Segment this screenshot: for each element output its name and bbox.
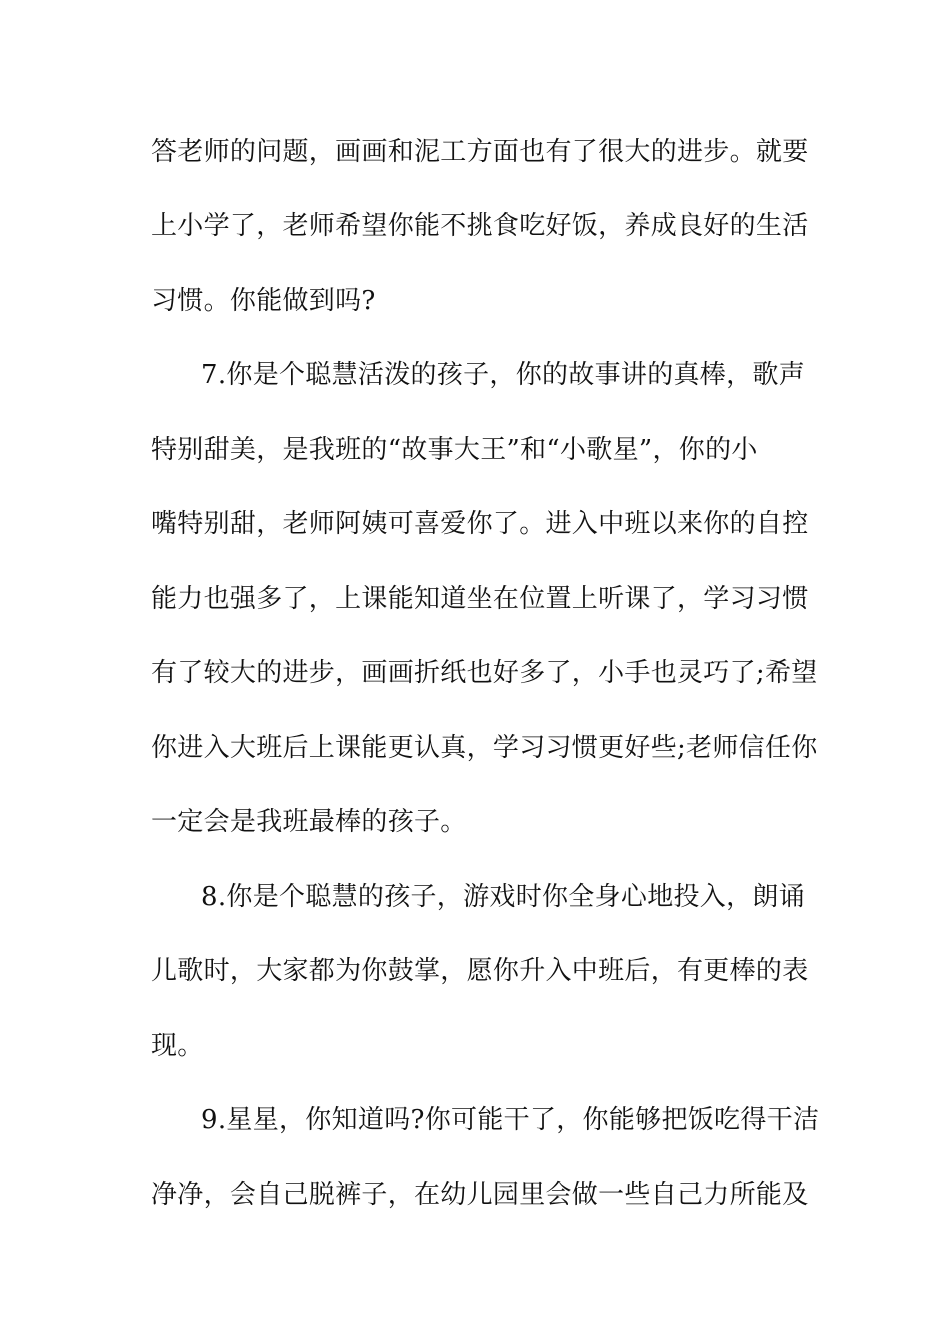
text-line: 现。 bbox=[151, 1031, 204, 1061]
paragraph-9-first-line: 9.星星，你知道吗?你可能干了，你能够把饭吃得干洁 bbox=[201, 1105, 820, 1135]
paragraph-7-first-line: 7.你是个聪慧活泼的孩子，你的故事讲的真棒，歌声 bbox=[201, 360, 806, 390]
text-line: 你进入大班后上课能更认真，学习习惯更好些;老师信任你 bbox=[151, 733, 818, 763]
text-line: 习惯。你能做到吗? bbox=[151, 286, 376, 316]
text-line: 答老师的问题，画画和泥工方面也有了很大的进步。就要 bbox=[151, 137, 809, 167]
text-line: 嘴特别甜，老师阿姨可喜爱你了。进入中班以来你的自控 bbox=[151, 509, 809, 539]
text-line: 儿歌时，大家都为你鼓掌，愿你升入中班后，有更棒的表 bbox=[151, 956, 809, 986]
text-line: 一定会是我班最棒的孩子。 bbox=[151, 807, 467, 837]
paragraph-8-first-line: 8.你是个聪慧的孩子，游戏时你全身心地投入，朗诵 bbox=[201, 882, 806, 912]
text-line: 上小学了，老师希望你能不挑食吃好饭，养成良好的生活 bbox=[151, 211, 809, 241]
text-line: 净净，会自己脱裤子，在幼儿园里会做一些自己力所能及 bbox=[151, 1180, 809, 1210]
text-line: 能力也强多了，上课能知道坐在位置上听课了，学习习惯 bbox=[151, 584, 809, 614]
text-line: 特别甜美，是我班的“故事大王”和“小歌星”，你的小 bbox=[151, 435, 758, 465]
text-line: 有了较大的进步，画画折纸也好多了，小手也灵巧了;希望 bbox=[151, 658, 818, 688]
